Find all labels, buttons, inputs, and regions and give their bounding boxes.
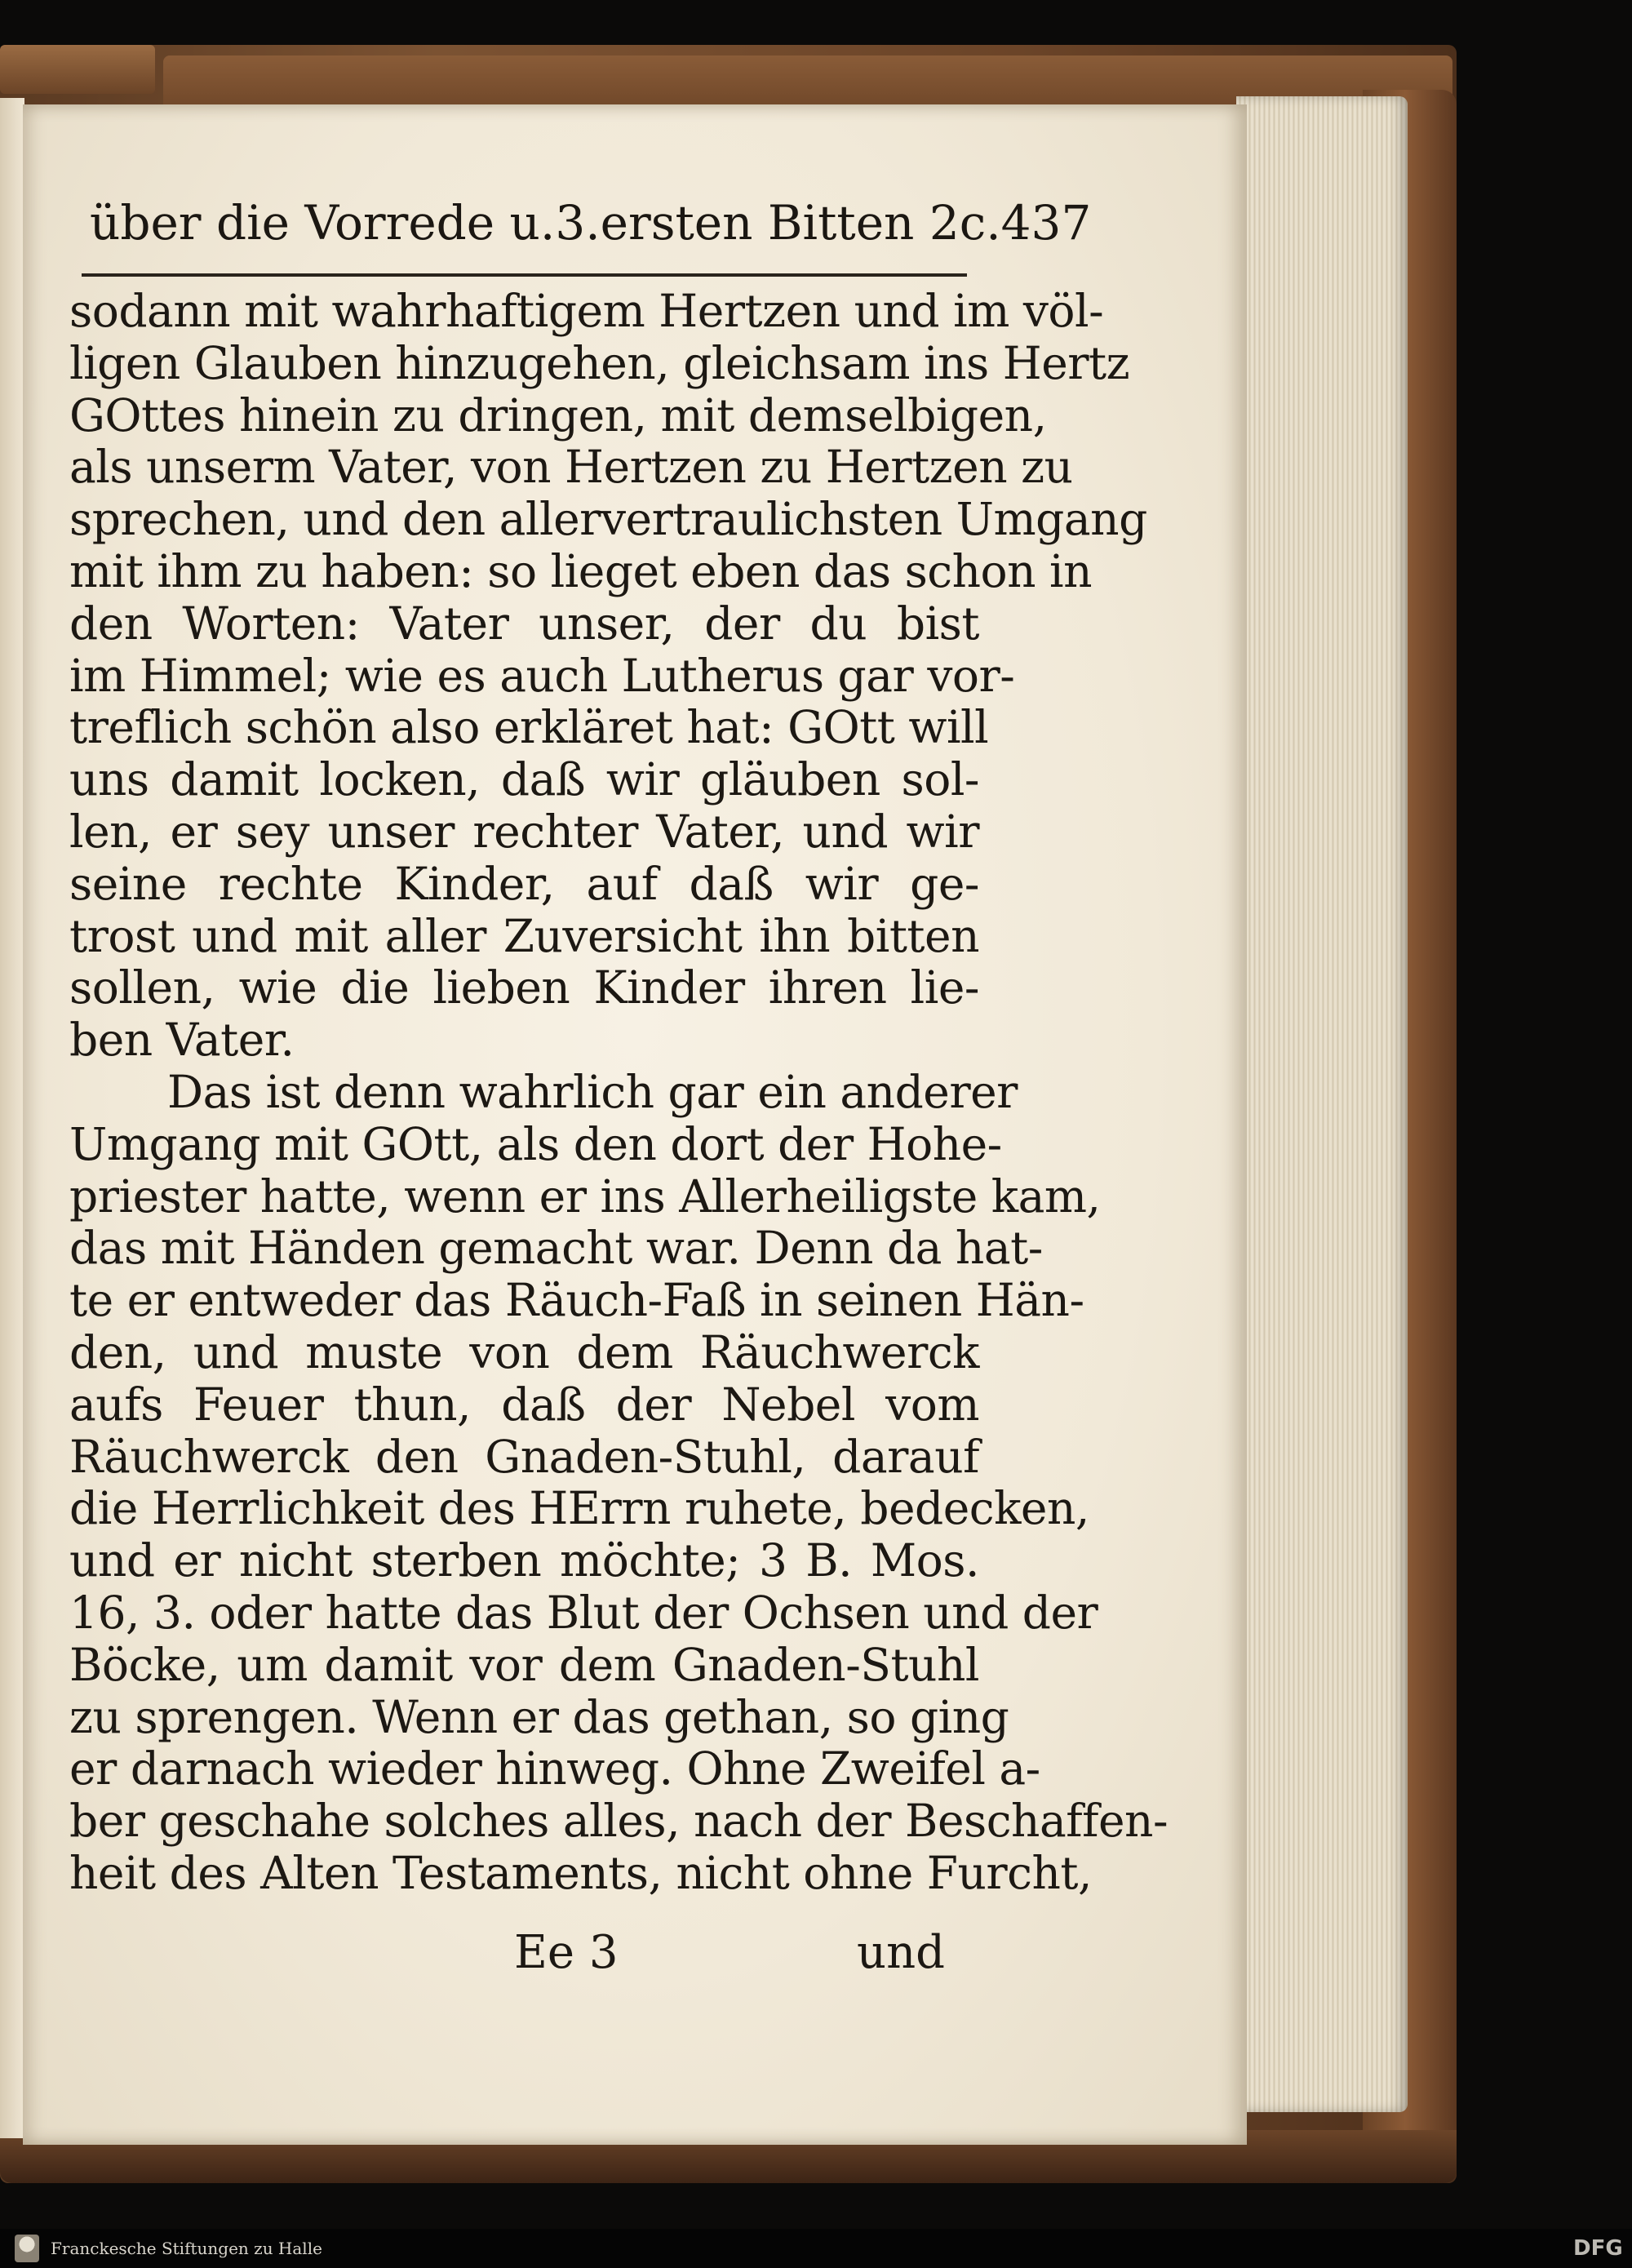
text-line: den, und muste von dem Räuchwerck xyxy=(69,1325,979,1378)
previous-page-edge xyxy=(0,98,24,2138)
text-line: zu sprengen. Wenn er das gethan, so ging xyxy=(69,1690,1009,1743)
text-line: te er entweder das Räuch-Faß in seinen Hän- xyxy=(69,1274,1084,1327)
text-line: den Worten: Vater unser, der du bist xyxy=(69,597,979,650)
text-line: die Herrlichkeit des HErrn ruhete, bedecken, xyxy=(69,1482,1089,1535)
text-line: und er nicht sterben möchte; 3 B. Mos. xyxy=(69,1534,979,1587)
text-line: Das ist denn wahrlich gar ein anderer xyxy=(167,1065,1018,1118)
text-line: heit des Alten Testaments, nicht ohne Furcht, xyxy=(69,1846,1092,1899)
text-line: uns damit locken, daß wir gläuben sol- xyxy=(69,753,979,806)
dfg-logo: DFG xyxy=(1573,2236,1623,2261)
institution-logo-icon xyxy=(15,2235,39,2262)
catchword: und xyxy=(857,1926,945,1979)
text-line: Böcke, um damit vor dem Gnaden-Stuhl xyxy=(69,1638,979,1691)
header-rule xyxy=(82,273,967,277)
text-line: ben Vater. xyxy=(69,1014,295,1067)
text-line: als unserm Vater, von Hertzen zu Hertzen zu xyxy=(69,441,1073,494)
text-line: sprechen, und den allervertraulichsten Umgang xyxy=(69,493,1147,546)
text-line: trost und mit aller Zuversicht ihn bitten xyxy=(69,909,979,962)
text-line: Umgang mit GOtt, als den dort der Hohe- xyxy=(69,1117,1002,1170)
text-line: ber geschahe solches alles, nach der Beschaffen- xyxy=(69,1795,1169,1848)
text-line: das mit Händen gemacht war. Denn da hat- xyxy=(69,1222,1043,1275)
text-line: im Himmel; wie es auch Lutherus gar vor- xyxy=(69,649,1015,702)
running-head xyxy=(90,194,1092,251)
text-line: sodann mit wahrhaftigem Hertzen und im völ- xyxy=(69,285,1104,337)
text-line: aufs Feuer thun, daß der Nebel vom xyxy=(69,1378,979,1431)
text-line: GOttes hinein zu dringen, mit demselbigen, xyxy=(69,388,1047,442)
institution-name: Franckesche Stiftungen zu Halle xyxy=(51,2239,322,2258)
text-line: ligen Glauben hinzugehen, gleichsam ins Hertz xyxy=(69,336,1130,389)
text-line: er darnach wieder hinweg. Ohne Zweifel a- xyxy=(69,1742,1040,1795)
text-line: seine rechte Kinder, auf daß wir ge- xyxy=(69,857,979,910)
text-line: 16, 3. oder hatte das Blut der Ochsen und der xyxy=(69,1586,1098,1639)
page-number: 437 xyxy=(1000,195,1092,251)
running-head-title: über die Vorrede u.3.ersten Bitten 2c. xyxy=(90,195,1001,251)
text-line: sollen, wie die lieben Kinder ihren lie- xyxy=(69,961,979,1014)
text-line: priester hatte, wenn er ins Allerheiligste kam, xyxy=(69,1170,1101,1223)
text-line: treflich schön also erkläret hat: GOtt will xyxy=(69,701,989,754)
text-line: len, er sey unser rechter Vater, und wir xyxy=(69,805,979,858)
signature-mark: Ee 3 xyxy=(514,1926,619,1979)
text-line: mit ihm zu haben: so lieget eben das schon in xyxy=(69,544,1093,597)
body-text xyxy=(69,285,1169,1900)
cover-left-corner xyxy=(0,45,155,94)
text-line: Räuchwerck den Gnaden-Stuhl, darauf xyxy=(69,1430,979,1483)
page-block-fore-edge xyxy=(1236,96,1408,2112)
